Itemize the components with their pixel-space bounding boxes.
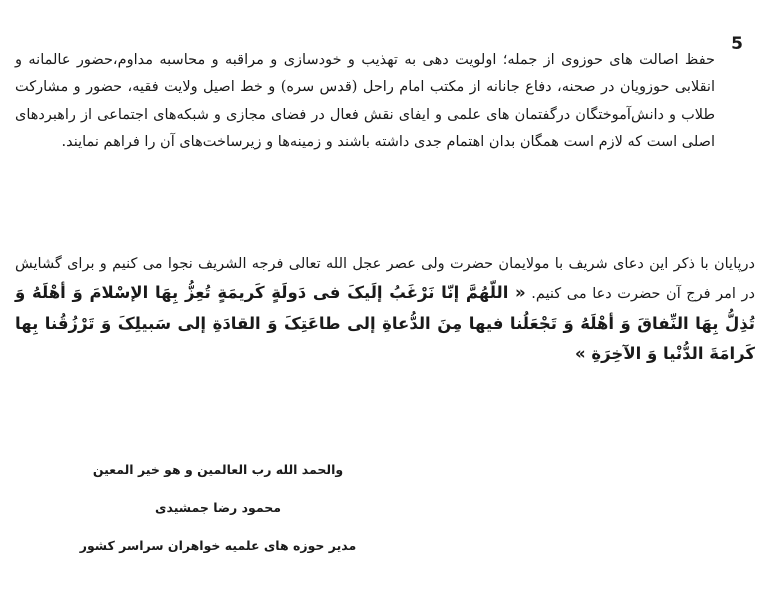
signature-name: محمود رضا جمشیدی xyxy=(155,500,281,515)
item-paragraph: حفظ اصالت های حوزوی از جمله؛ اولویت دهی به تهذیب و خودسازی و مراقبه و محاسبه مداوم،حضور عالمانه و انقلابی حوزویان در صحنه، دفاع جانانه از مکتب امام راحل (قدس سره) و خط اصیل ولایت فقیه، حضور و مشارکت طلاب و دانش‌آموختگان درگفتمان های علمی و ایفای نقش فعال در فضای مجازی و شبکه‌های اجتماعی از راهبردهای اصلی است که لازم است همگان بدان اهتمام جدی داشته باشند و زمینه‌ها و زیرساخت‌های آن را فراهم نمایند. xyxy=(15,51,715,150)
signature-block xyxy=(78,460,358,574)
closing-intro: درپایان با ذکر این دعای شریف با مولایمان حضرت ولی عصر عجل الله تعالی فرجه الشریف نجوا می کنیم و برای گشایش در امر فرج آن حضرت دعا می کنیم. xyxy=(15,255,755,302)
signature-title: مدیر حوزه های علمیه خواهران سراسر کشور xyxy=(79,538,357,553)
item-number: 5 xyxy=(731,34,743,54)
closing-paragraph xyxy=(15,251,755,370)
prayer-text: « اللّهُمَّ إنّا نَرْغَبُ إلَیکَ فی دَولَةٍ کَریمَةٍ تُعِزُّ بِهَا الإسْلامَ وَ أهْلَهُ وَ تُذِلُّ بِهَا النِّفاقَ وَ أهْلَهُ وَ تَجْعَلُنا فیها مِنَ الدُّعاةِ إلی طاعَتِکَ وَ القادَةِ إلی سَبیلِکَ وَ تَرْزُقُنا بِها کَرامَةَ الدُّنْیا وَ الآخِرَةِ » xyxy=(15,283,755,363)
signature-praise: والحمد الله رب العالمین و هو خیر المعین xyxy=(92,462,344,477)
